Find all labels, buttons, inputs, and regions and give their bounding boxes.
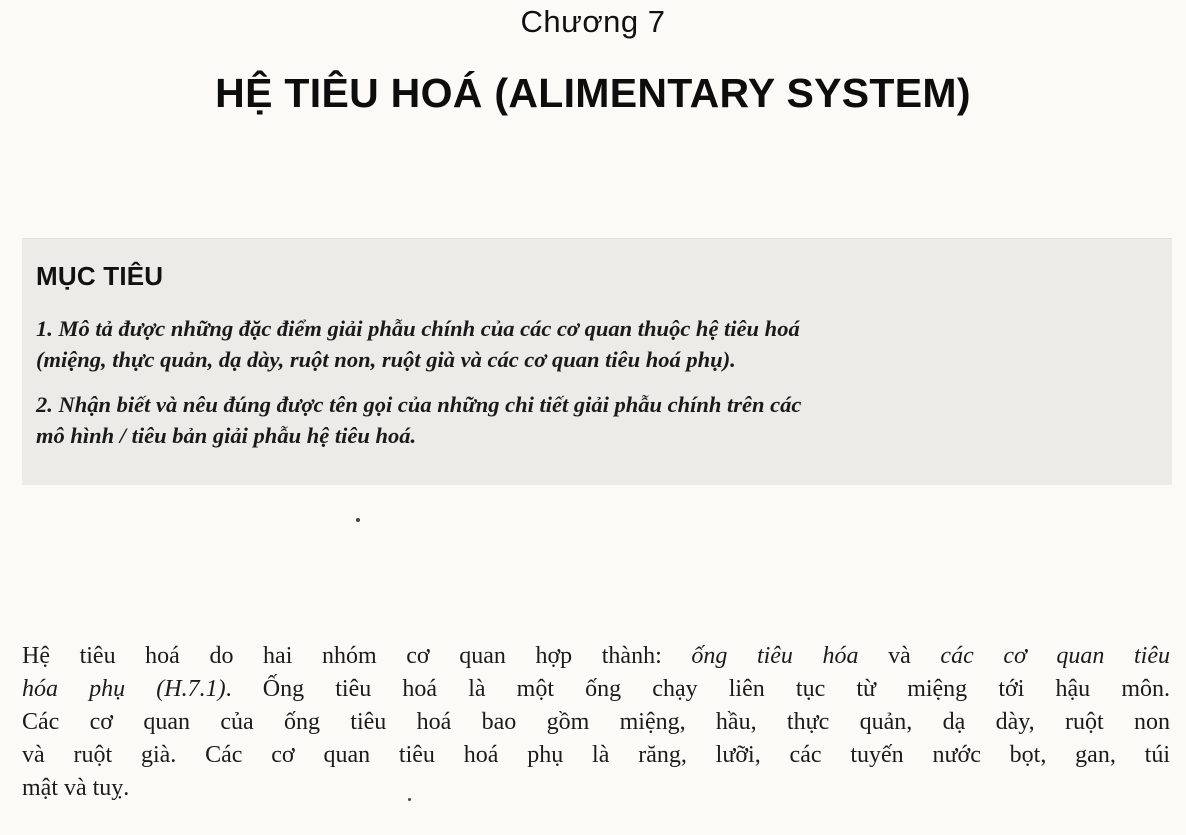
intro-text: và [858, 643, 941, 669]
intro-line-1 [22, 640, 1170, 673]
objective-1-line-2: (miệng, thực quản, dạ dày, ruột non, ruột già và các cơ quan tiêu hoá phụ). [36, 347, 736, 372]
intro-text: . Ống tiêu hoá là một ống chạy liên tục từ miệng tới hậu môn. [225, 676, 1170, 702]
objective-2-line-1: 2. Nhận biết và nêu đúng được tên gọi của những chi tiết giải phẫu chính trên các [36, 392, 802, 417]
intro-line-3: Các cơ quan của ống tiêu hoá bao gồm miệng, hầu, thực quản, dạ dày, ruột non [22, 709, 1170, 735]
objective-1-line-1: 1. Mô tả được những đặc điểm giải phẫu chính của các cơ quan thuộc hệ tiêu hoá [36, 316, 800, 341]
figure-reference: (H.7.1) [125, 676, 226, 702]
intro-paragraph [22, 640, 1170, 805]
objectives-heading: MỤC TIÊU [36, 261, 164, 291]
scan-speck [356, 518, 360, 522]
intro-term-accessory-organs: các cơ quan tiêu [940, 643, 1170, 669]
intro-line-2 [22, 673, 1170, 706]
objectives-box [22, 238, 1172, 485]
intro-text: Hệ tiêu hoá do hai nhóm cơ quan hợp thành: [22, 643, 692, 669]
intro-line-4: và ruột già. Các cơ quan tiêu hoá phụ là răng, lưỡi, các tuyến nước bọt, gan, túi [22, 742, 1170, 768]
objective-2-line-2: mô hình / tiêu bản giải phẫu hệ tiêu hoá. [36, 423, 417, 448]
chapter-label: Chương 7 [520, 4, 666, 39]
chapter-title: HỆ TIÊU HOÁ (ALIMENTARY SYSTEM) [215, 70, 971, 116]
intro-term-alimentary-canal: ống tiêu hóa [691, 643, 859, 669]
intro-line-5: mật và tuỵ. [22, 775, 130, 801]
objective-item-1 [36, 313, 1161, 375]
objective-item-2 [36, 389, 1161, 451]
intro-term-accessory-organs-cont: hóa phụ [22, 676, 126, 702]
